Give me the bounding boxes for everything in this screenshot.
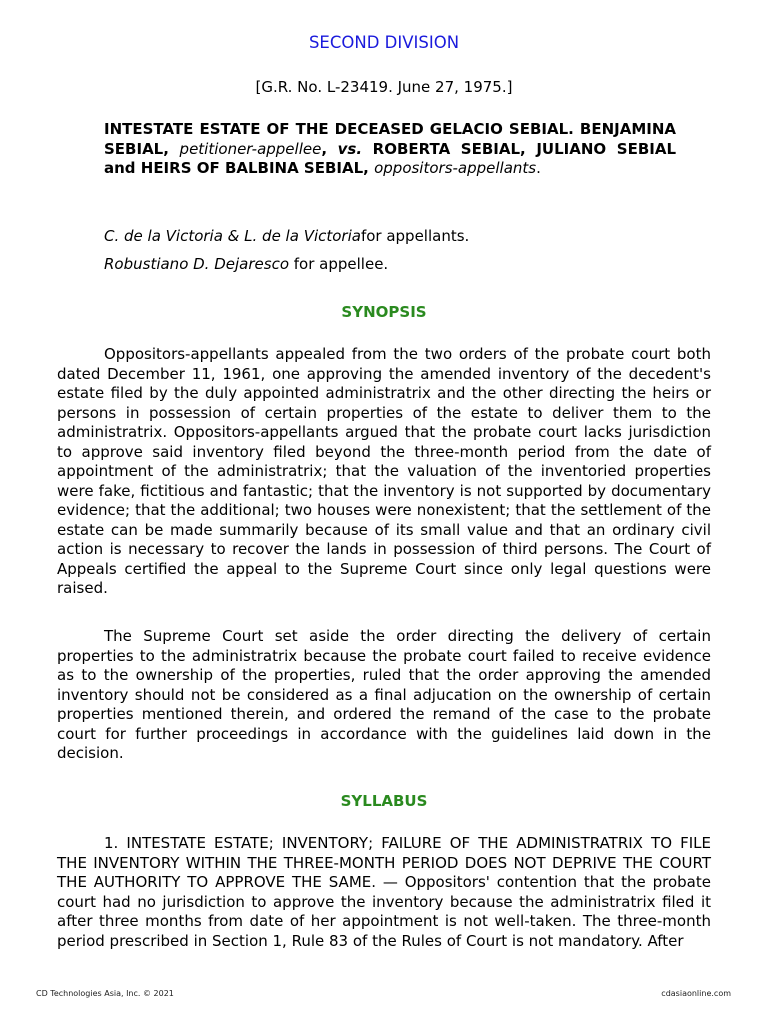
case-number: [G.R. No. L-23419. June 27, 1975.]	[255, 78, 513, 96]
synopsis-paragraph-2: The Supreme Court set aside the order directing the delivery of certain properties to the administratrix because the probate court failed to receive evidence as to the ownership of the properties, ruled that the order approving the amended inventory should not be considered as a final adjucation on the ownership of certain properties mentioned therein, and ordered the remand of the case to the probate court for further proceedings in accordance with the guidelines laid down in the decision.	[57, 627, 711, 762]
caption-role1: petitioner-appellee	[179, 139, 322, 158]
synopsis-heading: SYNOPSIS	[341, 303, 427, 321]
counsel-appellee	[104, 255, 388, 273]
counsel-appellants-name: C. de la Victoria & L. de la Victoria	[104, 227, 361, 245]
division-heading: SECOND DIVISION	[308, 33, 460, 52]
counsel-appellants	[104, 227, 469, 245]
caption-party2: ROBERTA SEBIAL, JULIANO SEBIAL and HEIRS OF BALBINA SEBIAL	[104, 139, 676, 177]
caption-role2: oppositors-appellants	[374, 159, 537, 177]
caption-sep1: ,	[163, 139, 180, 158]
case-caption	[104, 120, 676, 179]
caption-vs: vs.	[337, 139, 363, 158]
caption-end: .	[536, 159, 541, 177]
syllabus-heading: SYLLABUS	[340, 792, 428, 810]
syllabus-item-1: 1. INTESTATE ESTATE; INVENTORY; FAILURE OF THE ADMINISTRATRIX TO FILE THE INVENTORY WITHIN THE THREE-MONTH PERIOD DOES NOT DEPRIVE THE COURT THE AUTHORITY TO APPROVE THE SAME. — Oppositors' contention that the probate court had no jurisdiction to approve the inventory because the administratrix filed it after three months from date of her appointment is not well-taken. The three-month period prescribed in Section 1, Rule 83 of the Rules of Court is not mandatory. After	[57, 834, 711, 950]
caption-sep3: ,	[363, 159, 375, 177]
synopsis-paragraph-1: Oppositors-appellants appealed from the two orders of the probate court both dated December 11, 1961, one approving the amended inventory of the decedent's estate filed by the duly appointed administratrix and the other directing the heirs or persons in possession of certain properties of the estate to deliver them to the administratrix. Oppositors-appellants argued that the probate court lacks jurisdiction to approve said inventory filed beyond the three-month period from the date of appointment of the administratrix; that the valuation of the inventoried properties were fake, fictitious and fantastic; that the inventory is not supported by documentary evidence; that the additional; two houses were nonexistent; that the settlement of the estate can be made summarily because of its small value and that an ordinary civil action is necessary to recover the lands in possession of third persons. The Court of Appeals certified the appeal to the Supreme Court since only legal questions were raised.	[57, 345, 711, 597]
footer-copyright: CD Technologies Asia, Inc. © 2021	[36, 989, 174, 998]
counsel-appellee-name: Robustiano D. Dejaresco	[104, 255, 289, 273]
footer-site: cdasiaonline.com	[661, 989, 731, 998]
caption-party1: INTESTATE ESTATE OF THE DECEASED GELACIO SEBIAL. BENJAMINA SEBIAL	[104, 120, 676, 158]
counsel-appellants-text: for appellants.	[360, 227, 470, 245]
counsel-appellee-text: for appellee.	[289, 255, 389, 273]
caption-sep2: ,	[321, 139, 338, 158]
